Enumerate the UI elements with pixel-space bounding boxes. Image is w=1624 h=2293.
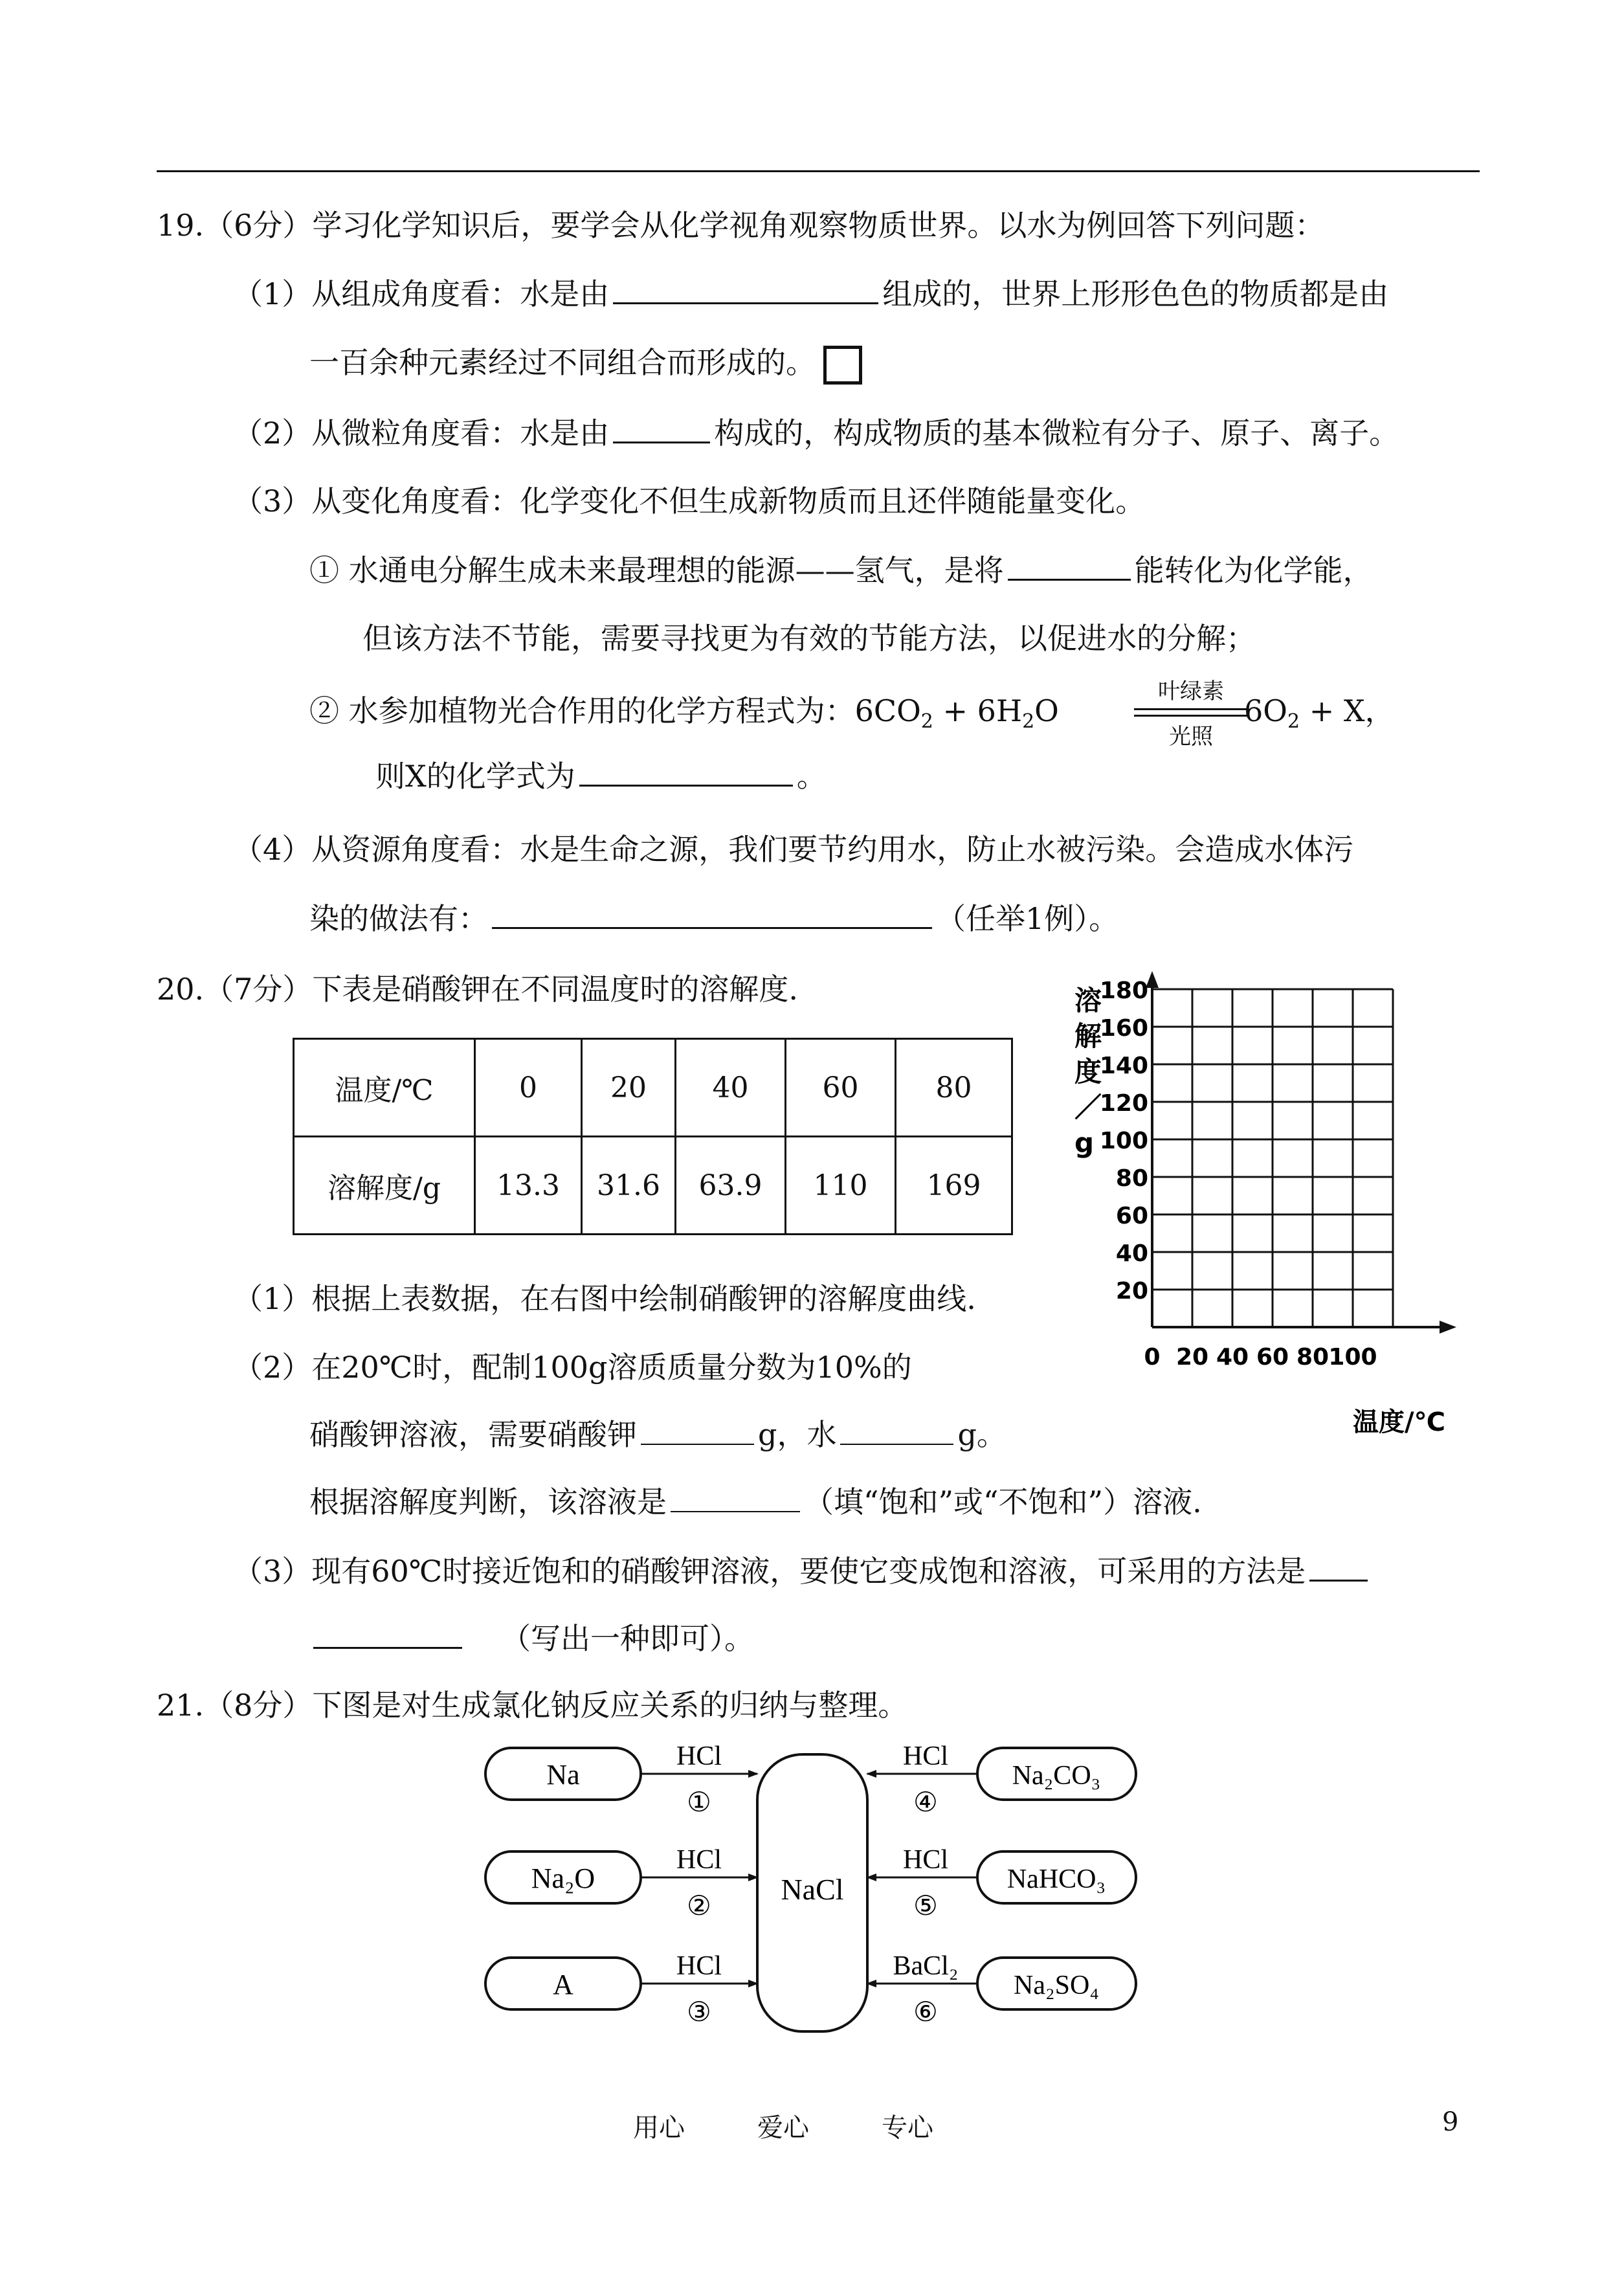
q19-p3-1b: 能转化为化学能， (1134, 553, 1373, 588)
q19-blank-composition[interactable] (613, 274, 878, 304)
table-row (294, 1137, 1012, 1235)
y-tick-label: 180 (1099, 978, 1148, 1004)
eq-6co: ② 水参加植物光合作用的化学方程式为：6CO (309, 693, 921, 728)
q19-part1-line1 (233, 274, 1388, 313)
y-label-char: g (1074, 1127, 1095, 1159)
graph-xticks (1144, 1344, 1377, 1370)
footer-text-b: 爱心 (757, 2113, 809, 2143)
table-cell: 20 (582, 1039, 676, 1137)
q19-p1c: 一百余种元素经过不同组合而形成的。 (309, 345, 816, 380)
y-tick-label: 120 (1099, 1090, 1148, 1117)
graph-ylabel (1074, 985, 1102, 1159)
q19-title: 19.（6分）学习化学知识后，要学会从化学视角观察物质世界。以水为例回答下列问题： (157, 208, 1325, 243)
y-label-char: 溶 (1074, 985, 1102, 1016)
q19-p1a: （1）从组成角度看：水是由 (233, 276, 610, 311)
nacl-reaction-diagram (479, 1735, 1146, 2046)
eq-x: + X， (1300, 693, 1395, 728)
table-cell: 110 (786, 1137, 896, 1235)
y-tick-label: 20 (1115, 1278, 1148, 1304)
graph-xlabel: 温度/℃ (1353, 1407, 1446, 1437)
q20-p2b1: 硝酸钾溶液，需要硝酸钾 (309, 1417, 637, 1452)
q20-blank-method-a[interactable] (1309, 1551, 1368, 1582)
x-tick-label: 80 (1296, 1344, 1329, 1370)
y-tick-label: 80 (1115, 1165, 1148, 1192)
q20-title: 20.（7分）下表是硝酸钾在不同温度时的溶解度. (157, 972, 799, 1007)
x-tick-label: 40 (1216, 1344, 1249, 1370)
reactant-label: Na (546, 1759, 580, 1791)
y-tick-label: 40 (1115, 1240, 1148, 1267)
solubility-graph[interactable] (1062, 965, 1476, 1444)
q20-blank-saturation[interactable] (671, 1482, 800, 1512)
q21-title: 21.（8分）下图是对生成氯化钠反应关系的归纳与整理。 (157, 1688, 908, 1723)
reagent-label: HCl (676, 1951, 722, 1981)
q19-part3: （3）从变化角度看：化学变化不但生成新物质而且还伴随能量变化。 (233, 484, 1146, 519)
q19-part3-2-line2 (375, 756, 827, 796)
footer-text-c: 专心 (882, 2113, 933, 2143)
q19-p1b: 组成的，世界上形形色色的物质都是由 (882, 276, 1389, 311)
q20-part1: （1）根据上表数据，在右图中绘制硝酸钾的溶解度曲线. (233, 1281, 976, 1316)
q19-blank-particle[interactable] (613, 413, 710, 443)
reaction-number: ④ (913, 1786, 938, 1818)
y-label-char: 解 (1074, 1020, 1102, 1052)
y-tick-label: 60 (1115, 1203, 1148, 1229)
reactant-label: A (553, 1969, 573, 2000)
q19-p2b: 构成的，构成物质的基本微粒有分子、原子、离子。 (714, 416, 1399, 451)
table-cell: 溶解度/g (294, 1137, 475, 1235)
eq-6h: + 6H (933, 693, 1023, 728)
nacl-center-label: NaCl (781, 1873, 844, 1906)
page-number: 9 (1442, 2107, 1459, 2137)
table-cell: 温度/℃ (294, 1039, 475, 1137)
q19-part3-2-equation-left (309, 691, 1059, 741)
q20-p3a: （3）现有60℃时接近饱和的硝酸钾溶液，要使它变成饱和溶液，可采用的方法是 (233, 1554, 1306, 1589)
q19-blank-formula[interactable] (579, 756, 793, 787)
x-tick-label: 60 (1256, 1344, 1289, 1370)
reagent-label: HCl (676, 1845, 722, 1875)
q20-part2-line1: （2）在20℃时，配制100g溶质质量分数为10%的 (233, 1350, 912, 1385)
q19-part4-line2 (309, 899, 1118, 938)
x-axis-arrow (1440, 1321, 1456, 1334)
graph-yticks (1100, 978, 1148, 1304)
reagent-label: HCl (902, 1845, 949, 1875)
x-tick-label: 100 (1328, 1344, 1377, 1370)
q19-blank-energy[interactable] (1008, 550, 1131, 581)
q19-part3-2-equation-right (1244, 691, 1395, 741)
table-row (294, 1039, 1012, 1137)
y-tick-label: 140 (1099, 1053, 1148, 1079)
reactant-label: NaHCO₃ (1007, 1864, 1106, 1894)
eq-arrow-line2 (1134, 715, 1248, 717)
y-label-char: ／ (1074, 1091, 1102, 1123)
q20-p2c1: 根据溶解度判断，该溶液是 (309, 1484, 667, 1519)
checkbox-square[interactable] (823, 346, 862, 385)
y-label-char: 度 (1074, 1056, 1102, 1088)
q19-p3-2f: 则X的化学式为 (375, 759, 575, 794)
y-tick-label: 100 (1099, 1128, 1148, 1154)
q19-part2 (233, 413, 1399, 453)
q20-p2b3: g。 (957, 1417, 1007, 1452)
q19-part1-line2 (309, 343, 862, 385)
reagent-label: BaCl₂ (893, 1951, 959, 1981)
footer-text-a: 用心 (633, 2113, 685, 2143)
eq-sub1: 2 (920, 710, 933, 733)
q20-part3-line1 (233, 1551, 1372, 1591)
y-tick-label: 160 (1099, 1015, 1148, 1042)
q19-part4-line1: （4）从资源角度看：水是生命之源，我们要节约用水，防止水被污染。会造成水体污 (233, 832, 1354, 867)
table-cell: 169 (896, 1137, 1012, 1235)
reaction-number: ⑤ (913, 1890, 938, 1921)
eq-sub3: 2 (1287, 710, 1300, 733)
eq-sub2: 2 (1022, 710, 1035, 733)
reactant-label: Na₂SO₄ (1014, 1971, 1099, 2000)
q19-part3-1-line2: 但该方法不节能，需要寻找更为有效的节能方法，以促进水的分解； (362, 621, 1256, 656)
reagent-label: HCl (902, 1741, 949, 1771)
eq-o: O (1034, 693, 1059, 728)
q20-p2c2: （填“饱和”或“不饱和”）溶液. (804, 1484, 1202, 1519)
reaction-number: ⑥ (913, 1996, 938, 2028)
eq-arrow-line1 (1134, 708, 1248, 710)
header-rule (157, 170, 1480, 172)
x-tick-label: 20 (1175, 1344, 1209, 1370)
table-cell: 13.3 (475, 1137, 582, 1235)
table-cell: 80 (896, 1039, 1012, 1137)
q20-part2-line2 (309, 1415, 1007, 1454)
reagent-label: HCl (676, 1741, 722, 1771)
q19-p4b: 染的做法有： (309, 901, 488, 936)
reaction-number: ① (687, 1786, 711, 1818)
table-cell: 63.9 (676, 1137, 786, 1235)
reactant-label: Na₂CO₃ (1012, 1761, 1101, 1791)
table-cell: 40 (676, 1039, 786, 1137)
q20-blank-water-mass[interactable] (840, 1415, 953, 1445)
graph-grid (1146, 971, 1456, 1334)
table-cell: 31.6 (582, 1137, 676, 1235)
q19-part3-1-line1 (309, 550, 1373, 590)
eq-condition-bottom: 光照 (1169, 724, 1213, 750)
q20-p2b2: g，水 (758, 1417, 837, 1452)
q19-p2a: （2）从微粒角度看：水是由 (233, 416, 610, 451)
eq-6o: 6O (1244, 693, 1287, 728)
q20-p3b: （写出一种即可）。 (501, 1621, 754, 1656)
q19-p3-2g: 。 (796, 759, 827, 794)
x-tick-label: 0 (1144, 1344, 1161, 1370)
q19-blank-pollution[interactable] (492, 899, 932, 929)
table-cell: 60 (786, 1039, 896, 1137)
reaction-number: ③ (687, 1996, 711, 2028)
eq-condition-top: 叶绿素 (1158, 678, 1224, 704)
solubility-table (293, 1038, 1013, 1235)
reactant-label: Na₂O (531, 1862, 595, 1894)
table-cell: 0 (475, 1039, 582, 1137)
reaction-number: ② (687, 1890, 711, 1921)
q19-p3-1a: ① 水通电分解生成未来最理想的能源——氢气，是将 (309, 553, 1004, 588)
q20-blank-kno3-mass[interactable] (641, 1415, 754, 1445)
q20-part3-line2 (309, 1618, 754, 1658)
q20-blank-method-b[interactable] (313, 1618, 462, 1649)
q20-part2-line3 (309, 1482, 1202, 1521)
q19-p4c: （任举1例）。 (936, 901, 1119, 936)
